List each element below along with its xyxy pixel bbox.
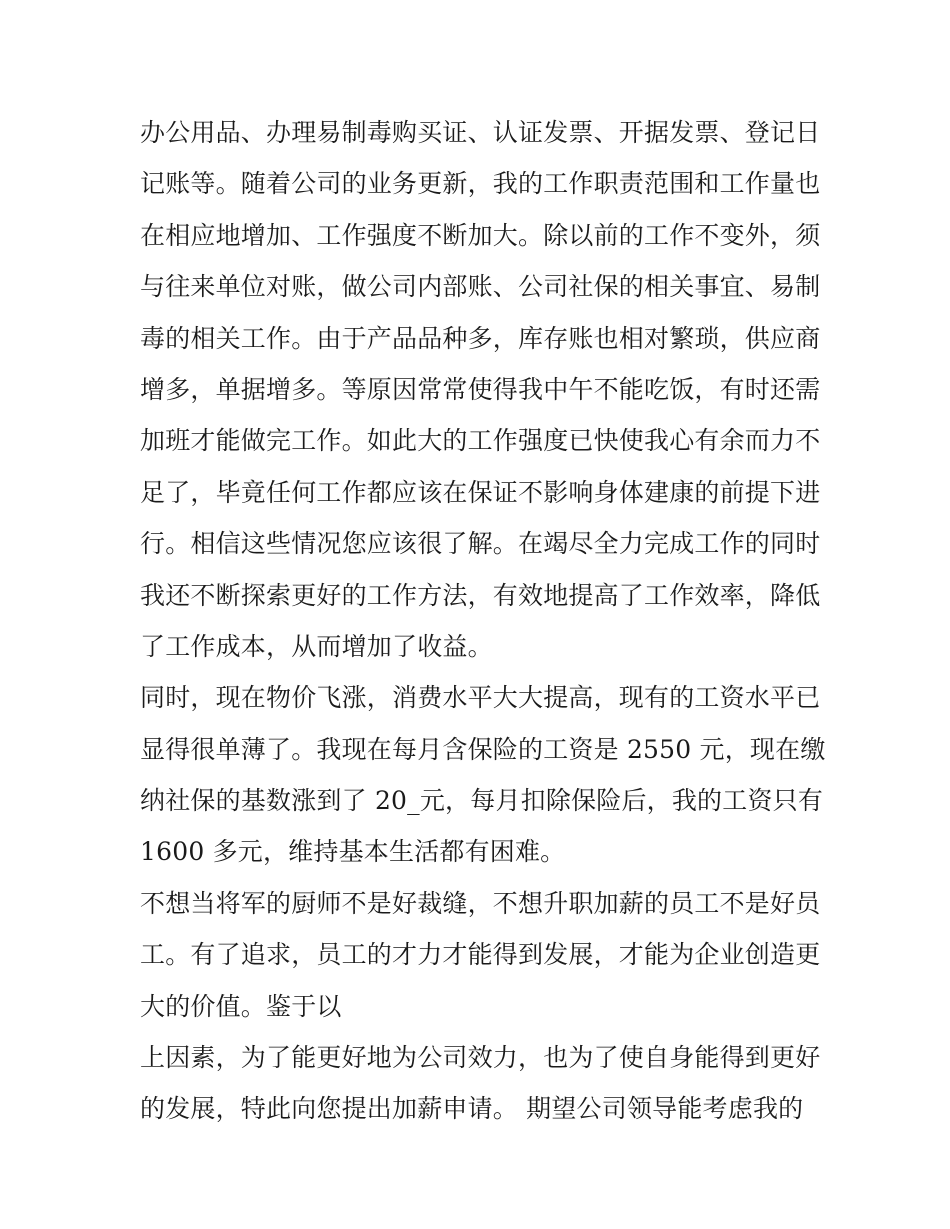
text-line: 我还不断探索更好的工作方法，有效地提高了工作效率，降低	[140, 580, 821, 610]
text-line: 办公用品、办理易制毒购买证、认证发票、开据发票、登记日	[140, 118, 821, 147]
text-line: 显得很单薄了。我现在每月含保险的工资是 2550 元，现在缴	[140, 734, 826, 764]
paragraph-ambition	[140, 878, 820, 1032]
paragraph-salary	[140, 672, 826, 878]
paragraph-request	[140, 1032, 820, 1135]
text-line: 了工作成本，从而增加了收益。	[140, 631, 493, 661]
text-line: 大的价值。鉴于以	[140, 991, 342, 1021]
text-line: 上因素，为了能更好地为公司效力，也为了使自身能得到更好	[140, 1043, 821, 1073]
text-line: 足了，毕竟任何工作都应该在保证不影响身体建康的前提下进	[140, 477, 821, 507]
text-line: 行。相信这些情况您应该很了解。在竭尽全力完成工作的同时	[140, 529, 821, 559]
text-line: 与往来单位对账，做公司内部账、公司社保的相关事宜、易制	[140, 272, 821, 302]
text-line: 毒的相关工作。由于产品品种多，库存账也相对繁琐，供应商	[140, 323, 821, 353]
text-line: 加班才能做完工作。如此大的工作强度已快使我心有余而力不	[140, 426, 821, 456]
text-line: 在相应地增加、工作强度不断加大。除以前的工作不变外，须	[140, 220, 821, 250]
text-line: 1600 多元，维持基本生活都有困难。	[140, 837, 566, 867]
text-line: 纳社保的基数涨到了 20_元，每月扣除保险后，我的工资只有	[140, 786, 824, 816]
text-line: 增多，单据增多。等原因常常使得我中午不能吃饭，有时还需	[140, 374, 821, 404]
text-line: 记账等。随着公司的业务更新，我的工作职责范围和工作量也	[140, 169, 821, 199]
text-line: 同时，现在物价飞涨，消费水平大大提高，现有的工资水平已	[140, 683, 821, 713]
document-body	[140, 107, 826, 1135]
text-line: 的发展，特此向您提出加薪申请。 期望公司领导能考虑我的	[140, 1094, 804, 1124]
text-line: 工。有了追求，员工的才力才能得到发展，才能为企业创造更	[140, 940, 821, 970]
text-line: 不想当将军的厨师不是好裁缝，不想升职加薪的员工不是好员	[140, 888, 821, 918]
paragraph-workload	[140, 107, 820, 672]
